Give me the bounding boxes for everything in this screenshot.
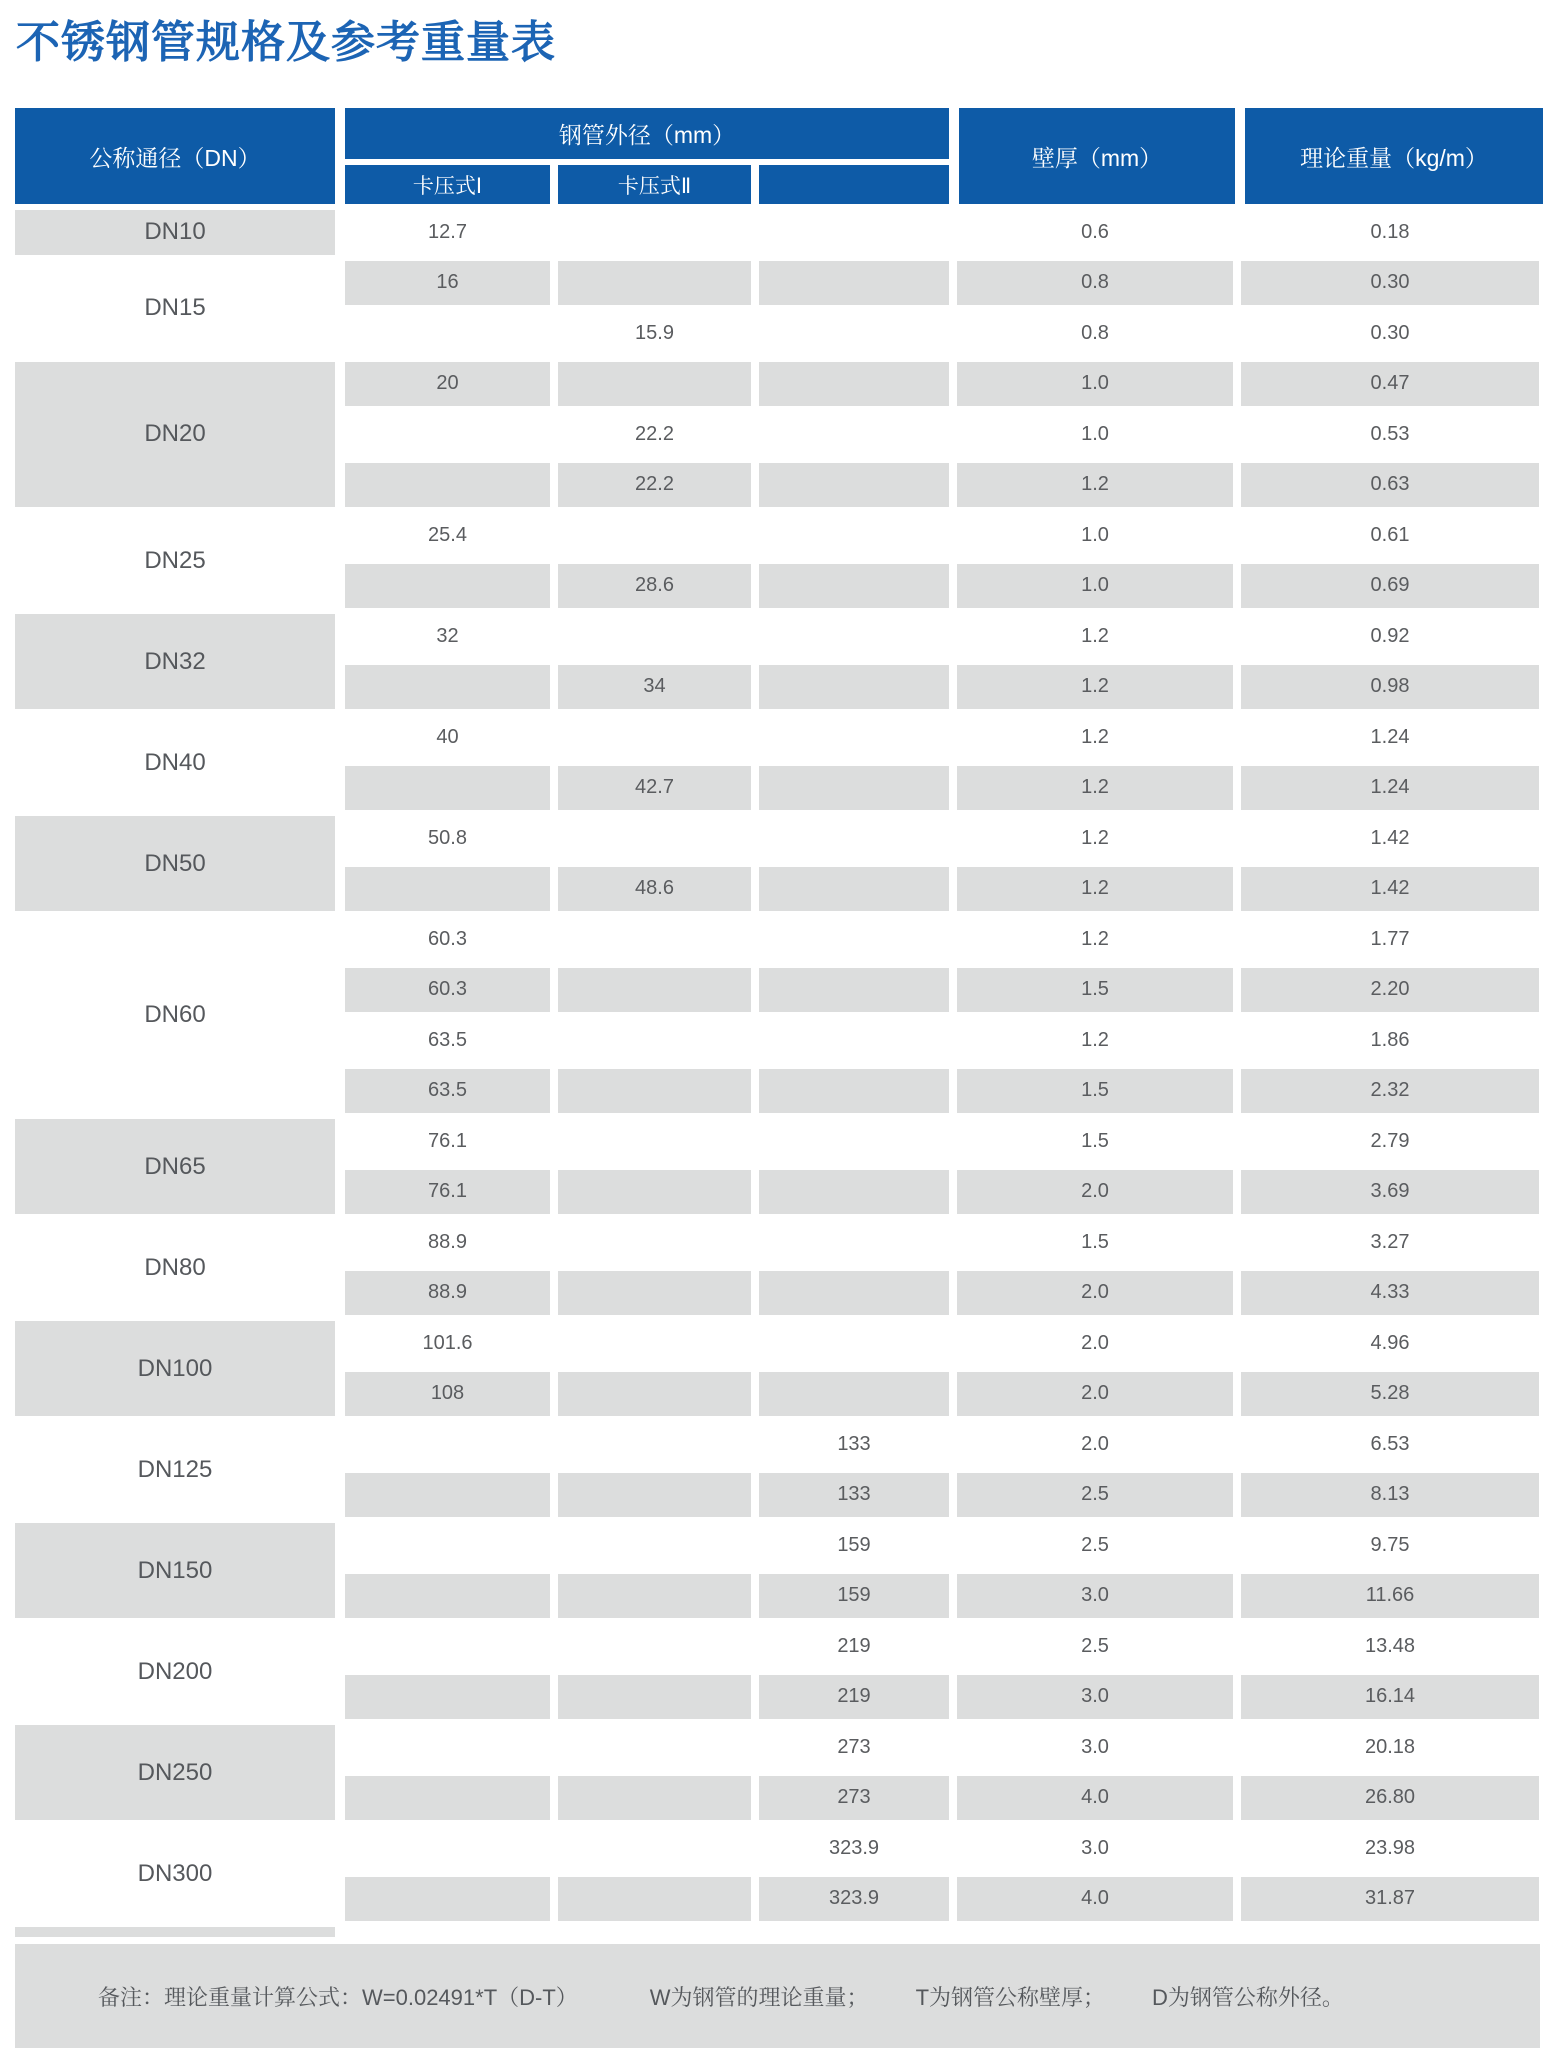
cell-od-type2 <box>558 1069 751 1114</box>
cell-od-type2 <box>558 1271 751 1316</box>
cell-od-type1: 16 <box>345 261 550 306</box>
cell-wall-thickness: 1.5 <box>1081 1230 1109 1253</box>
col-header-wall: 壁厚（mm） <box>959 108 1235 204</box>
cell-wall-thickness: 3.0 <box>957 1574 1233 1619</box>
cell-od-other: 159 <box>759 1574 949 1619</box>
cell-od-type1 <box>345 463 550 508</box>
dn-cell: DN300 <box>137 1859 213 1887</box>
cell-od-type2 <box>558 513 751 558</box>
group-rows <box>345 261 1539 356</box>
dn-cell: DN65 <box>15 1119 335 1214</box>
dn-cell: DN150 <box>15 1523 335 1618</box>
cell-od-type2 <box>558 1422 751 1467</box>
cell-od-other <box>759 665 949 710</box>
cell-od-other: 323.9 <box>759 1877 949 1922</box>
table-row <box>345 1473 1539 1518</box>
note-t-definition: T为钢管公称壁厚； <box>915 1984 1106 2010</box>
dn-group <box>15 362 1539 508</box>
col-header-od-block <box>345 108 949 204</box>
cell-od-other <box>759 1018 949 1063</box>
cell-od-type1 <box>345 1725 550 1770</box>
cell-od-other: 273 <box>759 1776 949 1821</box>
table-row <box>345 1372 1539 1417</box>
cell-theoretical-weight: 5.28 <box>1241 1372 1539 1417</box>
dn-cell: DN10 <box>15 210 335 255</box>
cell-wall-thickness: 3.0 <box>1081 1735 1109 1758</box>
cell-theoretical-weight: 0.63 <box>1241 463 1539 508</box>
cell-od-other <box>759 513 949 558</box>
cell-wall-thickness: 0.8 <box>1081 321 1109 344</box>
cell-wall-thickness: 1.2 <box>1081 927 1109 950</box>
dn-group <box>15 614 1539 709</box>
cell-theoretical-weight: 0.92 <box>1370 624 1410 647</box>
cell-od-other <box>759 1069 949 1114</box>
table-row <box>345 362 1539 407</box>
note-formula: 备注：理论重量计算公式：W=0.02491*T（D-T） <box>98 1984 578 2010</box>
cell-od-type1: 88.9 <box>345 1271 550 1316</box>
cell-od-other <box>759 463 949 508</box>
cell-od-other <box>759 362 949 407</box>
group-rows <box>345 362 1539 508</box>
cell-od-type2 <box>558 362 751 407</box>
cell-od-type2 <box>558 1776 751 1821</box>
cell-theoretical-weight: 3.27 <box>1370 1230 1410 1253</box>
group-rows <box>345 1220 1539 1315</box>
note-w-definition: W为钢管的理论重量； <box>649 1984 869 2010</box>
cell-theoretical-weight: 4.33 <box>1241 1271 1539 1316</box>
cell-od-type1: 25.4 <box>428 523 467 546</box>
col-header-od-type1: 卡压式Ⅰ <box>345 165 550 204</box>
cell-wall-thickness: 1.2 <box>1081 624 1109 647</box>
cell-od-type1: 60.3 <box>428 927 467 950</box>
cell-od-type2 <box>558 1220 751 1265</box>
cell-od-type1 <box>345 867 550 912</box>
cell-theoretical-weight: 2.79 <box>1370 1129 1410 1152</box>
cell-od-other <box>759 766 949 811</box>
cell-theoretical-weight: 0.47 <box>1241 362 1539 407</box>
cell-od-type1 <box>345 311 550 356</box>
cell-od-type2: 15.9 <box>635 321 674 344</box>
cell-od-type1: 12.7 <box>428 220 467 243</box>
table-row <box>345 1018 1539 1063</box>
group-rows <box>345 1624 1539 1719</box>
cell-od-type1 <box>345 766 550 811</box>
cell-od-type1: 32 <box>436 624 459 647</box>
table-row <box>345 665 1539 710</box>
cell-od-type2 <box>558 968 751 1013</box>
dn-group <box>15 1422 1539 1517</box>
cell-wall-thickness: 1.5 <box>1081 1129 1109 1152</box>
table-header <box>15 108 1543 204</box>
dn-group <box>15 1220 1539 1315</box>
cell-theoretical-weight: 1.42 <box>1370 826 1410 849</box>
cell-theoretical-weight: 1.77 <box>1370 927 1410 950</box>
cell-od-type1: 76.1 <box>345 1170 550 1215</box>
cell-od-type1: 108 <box>345 1372 550 1417</box>
cell-od-type1: 20 <box>345 362 550 407</box>
table-row <box>345 513 1539 558</box>
cell-od-type2 <box>558 1372 751 1417</box>
dn-group <box>15 261 1539 356</box>
table-row <box>345 715 1539 760</box>
table-row <box>345 1220 1539 1265</box>
cell-theoretical-weight: 1.24 <box>1370 725 1410 748</box>
table-row <box>345 1321 1539 1366</box>
cell-od-type2 <box>558 1170 751 1215</box>
cell-od-other <box>759 311 949 356</box>
cell-od-other <box>759 1372 949 1417</box>
cell-od-type2 <box>558 614 751 659</box>
table-row <box>345 463 1539 508</box>
dn-cell: DN50 <box>15 816 335 911</box>
cell-od-other <box>759 867 949 912</box>
table-row <box>345 1523 1539 1568</box>
cell-theoretical-weight: 20.18 <box>1364 1735 1416 1758</box>
group-rows <box>345 1826 1539 1921</box>
table-row <box>345 1574 1539 1619</box>
cell-od-type2: 42.7 <box>558 766 751 811</box>
cell-theoretical-weight: 3.69 <box>1241 1170 1539 1215</box>
cell-od-type1: 40 <box>436 725 459 748</box>
cell-wall-thickness: 2.5 <box>957 1473 1233 1518</box>
cell-od-other <box>759 1220 949 1265</box>
cell-od-type2: 34 <box>558 665 751 710</box>
cell-od-other <box>759 1119 949 1164</box>
col-header-weight: 理论重量（kg/m） <box>1245 108 1543 204</box>
cell-od-type2 <box>558 1725 751 1770</box>
table-row <box>345 1170 1539 1215</box>
dn-cell: DN100 <box>15 1321 335 1416</box>
table-row <box>345 1675 1539 1720</box>
cell-wall-thickness: 1.0 <box>1081 523 1109 546</box>
cell-od-type2 <box>558 210 751 255</box>
cell-wall-thickness: 1.2 <box>1081 1028 1109 1051</box>
cell-theoretical-weight: 0.30 <box>1370 321 1410 344</box>
cell-theoretical-weight: 1.42 <box>1241 867 1539 912</box>
table-row <box>345 1119 1539 1164</box>
dn-cell: DN125 <box>137 1455 213 1483</box>
dn-group <box>15 816 1539 911</box>
cell-od-type1 <box>345 564 550 609</box>
table-row <box>345 816 1539 861</box>
dn-group <box>15 513 1539 608</box>
note-d-definition: D为钢管公称外径。 <box>1152 1984 1344 2010</box>
cell-wall-thickness: 2.0 <box>1081 1432 1109 1455</box>
cell-theoretical-weight: 9.75 <box>1370 1533 1410 1556</box>
cell-theoretical-weight: 4.96 <box>1370 1331 1410 1354</box>
cell-od-other: 273 <box>837 1735 871 1758</box>
group-rows <box>345 513 1539 608</box>
cell-wall-thickness: 1.2 <box>957 867 1233 912</box>
cell-od-type2 <box>558 917 751 962</box>
table-row <box>345 1271 1539 1316</box>
group-rows <box>345 715 1539 810</box>
cell-wall-thickness: 1.0 <box>957 362 1233 407</box>
cell-od-type1 <box>345 1574 550 1619</box>
dn-group <box>15 1321 1539 1416</box>
cell-wall-thickness: 1.2 <box>1081 725 1109 748</box>
cell-od-other: 323.9 <box>828 1836 880 1859</box>
cell-wall-thickness: 4.0 <box>957 1877 1233 1922</box>
cell-od-type2 <box>558 261 751 306</box>
cell-theoretical-weight: 0.98 <box>1241 665 1539 710</box>
cell-od-type2 <box>558 816 751 861</box>
table-row <box>345 1624 1539 1669</box>
cell-od-other <box>759 816 949 861</box>
table-row <box>345 1877 1539 1922</box>
col-header-od-blank <box>759 165 949 204</box>
cell-wall-thickness: 1.2 <box>957 463 1233 508</box>
dn-cell: DN25 <box>144 546 206 574</box>
dn-group <box>15 1119 1539 1214</box>
cell-theoretical-weight: 2.32 <box>1241 1069 1539 1114</box>
dn-cell: DN80 <box>144 1253 206 1281</box>
cell-wall-thickness: 1.2 <box>1081 826 1109 849</box>
cell-od-type1 <box>345 1877 550 1922</box>
cell-od-type2 <box>558 1321 751 1366</box>
group-rows <box>345 1523 1539 1618</box>
group-rows <box>345 1321 1539 1416</box>
cell-od-type1 <box>345 1826 550 1871</box>
cell-od-type1: 60.3 <box>345 968 550 1013</box>
cell-theoretical-weight: 23.98 <box>1364 1836 1416 1859</box>
dn-group <box>15 1826 1539 1921</box>
cell-wall-thickness: 1.0 <box>1081 422 1109 445</box>
table-row <box>345 1069 1539 1114</box>
cell-theoretical-weight: 0.61 <box>1370 523 1410 546</box>
table-row <box>345 1776 1539 1821</box>
cell-od-type2 <box>558 1018 751 1063</box>
cell-wall-thickness: 1.5 <box>957 1069 1233 1114</box>
table-row <box>345 1422 1539 1467</box>
col-header-od-subrow <box>345 165 949 204</box>
group-rows <box>345 816 1539 911</box>
cell-od-type2 <box>558 1523 751 1568</box>
cell-wall-thickness: 1.2 <box>957 766 1233 811</box>
cell-od-type1: 101.6 <box>422 1331 473 1354</box>
cell-od-type2 <box>558 1675 751 1720</box>
table-row <box>345 766 1539 811</box>
table-body <box>15 210 1539 1921</box>
cell-od-type2 <box>558 1574 751 1619</box>
group-rows <box>345 1422 1539 1517</box>
cell-od-type2 <box>558 1473 751 1518</box>
cell-wall-thickness: 1.0 <box>957 564 1233 609</box>
page-title: 不锈钢管规格及参考重量表 <box>16 18 556 67</box>
cell-wall-thickness: 4.0 <box>957 1776 1233 1821</box>
table-row <box>345 968 1539 1013</box>
group-rows <box>345 1725 1539 1820</box>
dn-group <box>15 1725 1539 1820</box>
group-rows <box>345 210 1539 255</box>
cell-od-type1: 76.1 <box>428 1129 467 1152</box>
cell-od-type1 <box>345 1473 550 1518</box>
table-row <box>345 412 1539 457</box>
table-row <box>345 917 1539 962</box>
cell-od-type1 <box>345 1422 550 1467</box>
cell-od-type2 <box>558 715 751 760</box>
cell-theoretical-weight: 8.13 <box>1241 1473 1539 1518</box>
table-row <box>345 1725 1539 1770</box>
table-row <box>345 614 1539 659</box>
note <box>15 1944 1540 2048</box>
table-row <box>345 564 1539 609</box>
table-row <box>345 1826 1539 1871</box>
cell-theoretical-weight: 2.20 <box>1241 968 1539 1013</box>
cell-theoretical-weight: 13.48 <box>1364 1634 1416 1657</box>
cell-od-type1 <box>345 412 550 457</box>
dn-cell: DN15 <box>144 294 206 321</box>
cell-od-type2: 48.6 <box>558 867 751 912</box>
cell-wall-thickness: 2.0 <box>957 1372 1233 1417</box>
cell-od-type1 <box>345 1624 550 1669</box>
col-header-od-group: 钢管外径（mm） <box>345 108 949 159</box>
dn-cell: DN250 <box>15 1725 335 1820</box>
cell-theoretical-weight: 11.66 <box>1241 1574 1539 1619</box>
cell-od-other: 133 <box>837 1432 871 1455</box>
cell-od-type1 <box>345 1776 550 1821</box>
cell-theoretical-weight: 6.53 <box>1370 1432 1410 1455</box>
cell-od-other <box>759 917 949 962</box>
col-header-dn: 公称通径（DN） <box>15 108 335 204</box>
table-row <box>345 867 1539 912</box>
dn-group <box>15 1523 1539 1618</box>
table-row <box>345 261 1539 306</box>
cell-wall-thickness: 2.0 <box>1081 1331 1109 1354</box>
cell-wall-thickness: 2.0 <box>957 1271 1233 1316</box>
cell-od-type2: 22.2 <box>635 422 674 445</box>
cell-wall-thickness: 1.5 <box>957 968 1233 1013</box>
cell-od-other <box>759 564 949 609</box>
cell-wall-thickness: 3.0 <box>957 1675 1233 1720</box>
cell-od-other: 133 <box>759 1473 949 1518</box>
cell-od-other <box>759 1271 949 1316</box>
cell-od-other <box>759 968 949 1013</box>
cell-od-type2: 22.2 <box>558 463 751 508</box>
dn-group <box>15 1624 1539 1719</box>
table-row <box>345 311 1539 356</box>
cell-wall-thickness: 3.0 <box>1081 1836 1109 1859</box>
cell-od-type2 <box>558 1624 751 1669</box>
dn-cell: DN200 <box>137 1657 213 1685</box>
cell-od-other <box>759 715 949 760</box>
dn-group <box>15 917 1539 1113</box>
cell-od-other <box>759 261 949 306</box>
group-rows <box>345 614 1539 709</box>
col-header-od-type2: 卡压式Ⅱ <box>558 165 751 204</box>
cell-wall-thickness: 0.8 <box>957 261 1233 306</box>
cell-od-other <box>759 412 949 457</box>
dn-cell: DN20 <box>15 362 335 508</box>
group-rows <box>345 1119 1539 1214</box>
dn-group <box>15 715 1539 810</box>
cell-od-type1 <box>345 1523 550 1568</box>
cell-wall-thickness: 1.2 <box>957 665 1233 710</box>
cell-od-type2: 28.6 <box>558 564 751 609</box>
cell-theoretical-weight: 26.80 <box>1241 1776 1539 1821</box>
cell-od-other: 219 <box>759 1675 949 1720</box>
cell-od-type2 <box>558 1119 751 1164</box>
cell-theoretical-weight: 1.86 <box>1370 1028 1410 1051</box>
cell-od-type1: 63.5 <box>345 1069 550 1114</box>
cell-theoretical-weight: 0.18 <box>1370 220 1410 243</box>
cell-od-other <box>759 614 949 659</box>
cell-od-type2 <box>558 1826 751 1871</box>
cell-od-other <box>759 210 949 255</box>
dn-cell: DN40 <box>144 748 206 776</box>
cell-od-other <box>759 1321 949 1366</box>
cell-wall-thickness: 0.6 <box>1081 220 1109 243</box>
cell-theoretical-weight: 16.14 <box>1241 1675 1539 1720</box>
cell-od-other: 219 <box>837 1634 871 1657</box>
table-footer-bar <box>15 1927 335 1937</box>
dn-group <box>15 210 1539 255</box>
cell-theoretical-weight: 0.53 <box>1370 422 1410 445</box>
dn-cell: DN60 <box>144 1001 206 1028</box>
cell-wall-thickness: 2.5 <box>1081 1634 1109 1657</box>
dn-cell: DN32 <box>15 614 335 709</box>
cell-wall-thickness: 2.0 <box>957 1170 1233 1215</box>
cell-od-type1: 63.5 <box>428 1028 467 1051</box>
cell-wall-thickness: 2.5 <box>1081 1533 1109 1556</box>
cell-od-other <box>759 1170 949 1215</box>
cell-theoretical-weight: 1.24 <box>1241 766 1539 811</box>
cell-od-type2 <box>558 1877 751 1922</box>
table-row <box>345 210 1539 255</box>
cell-od-type1 <box>345 665 550 710</box>
group-rows <box>345 917 1539 1113</box>
cell-theoretical-weight: 0.69 <box>1241 564 1539 609</box>
cell-theoretical-weight: 31.87 <box>1241 1877 1539 1922</box>
cell-od-type1: 50.8 <box>428 826 467 849</box>
cell-od-type1 <box>345 1675 550 1720</box>
cell-od-other: 159 <box>837 1533 871 1556</box>
cell-od-type1: 88.9 <box>428 1230 467 1253</box>
cell-theoretical-weight: 0.30 <box>1241 261 1539 306</box>
